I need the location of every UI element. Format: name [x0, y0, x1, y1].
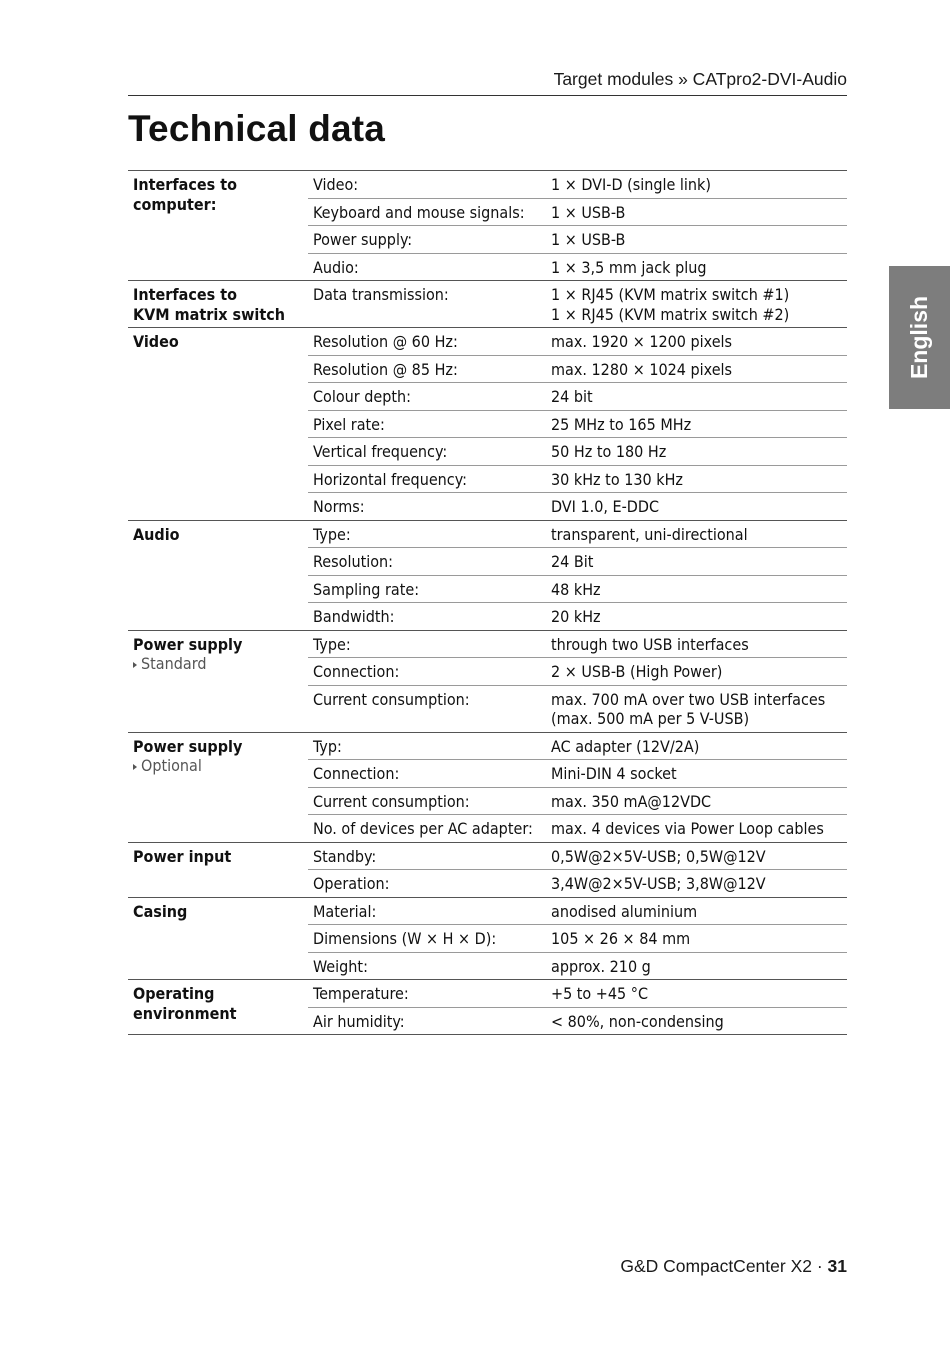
- spec-value: max. 700 mA over two USB interfaces (max. 500 mA per 5 V-USB): [546, 685, 847, 732]
- spec-value: 20 kHz: [546, 603, 847, 631]
- spec-label: Bandwidth:: [308, 603, 546, 631]
- spec-label: Typ:: [308, 732, 546, 760]
- spec-value: < 80%, non-condensing: [546, 1007, 847, 1035]
- spec-label: Video:: [308, 171, 546, 199]
- spec-group-cell: [128, 980, 308, 1035]
- spec-row: [128, 520, 847, 548]
- spec-value: +5 to +45 °C: [546, 980, 847, 1008]
- spec-row: [128, 281, 847, 328]
- spec-label: Resolution:: [308, 548, 546, 576]
- spec-label: Connection:: [308, 760, 546, 788]
- footer-product: G&D CompactCenter X2 ·: [620, 1256, 828, 1276]
- spec-label: Temperature:: [308, 980, 546, 1008]
- spec-row: [128, 897, 847, 925]
- spec-value: anodised aluminium: [546, 897, 847, 925]
- spec-row: [128, 842, 847, 870]
- spec-label: Air humidity:: [308, 1007, 546, 1035]
- spec-group-cell: [128, 630, 308, 732]
- spec-value: 105 × 26 × 84 mm: [546, 925, 847, 953]
- spec-value: 3,4W@2×5V-USB; 3,8W@12V: [546, 870, 847, 898]
- spec-label: Audio:: [308, 253, 546, 281]
- spec-label: Data transmission:: [308, 281, 546, 328]
- spec-label: Current consumption:: [308, 685, 546, 732]
- spec-value: 48 kHz: [546, 575, 847, 603]
- spec-label: Connection:: [308, 658, 546, 686]
- spec-row: [128, 630, 847, 658]
- spec-group-cell: [128, 732, 308, 842]
- spec-group-title: Casing: [133, 901, 188, 921]
- spec-group-title: Interfaces to KVM matrix switch: [133, 285, 286, 324]
- spec-label: Resolution @ 60 Hz:: [308, 328, 546, 356]
- spec-row: [128, 171, 847, 199]
- spec-group-subtitle: [133, 756, 303, 776]
- spec-value: 30 kHz to 130 kHz: [546, 465, 847, 493]
- spec-value: 1 × USB-B: [546, 198, 847, 226]
- triangle-bullet-icon: [133, 662, 137, 668]
- spec-group-subtitle: [133, 654, 303, 674]
- spec-value: 2 × USB-B (High Power): [546, 658, 847, 686]
- spec-value: 1 × RJ45 (KVM matrix switch #1) 1 × RJ45 (KVM matrix switch #2): [546, 281, 847, 328]
- spec-label: Colour depth:: [308, 383, 546, 411]
- spec-value: 50 Hz to 180 Hz: [546, 438, 847, 466]
- spec-group-cell: [128, 328, 308, 521]
- spec-value: 24 bit: [546, 383, 847, 411]
- spec-group-title: Audio: [133, 524, 180, 544]
- spec-value: max. 1920 × 1200 pixels: [546, 328, 847, 356]
- spec-label: Pixel rate:: [308, 410, 546, 438]
- spec-value: DVI 1.0, E-DDC: [546, 493, 847, 521]
- spec-group-title: Video: [133, 332, 179, 351]
- spec-value: 1 × USB-B: [546, 226, 847, 254]
- spec-value: 1 × 3,5 mm jack plug: [546, 253, 847, 281]
- spec-label: Horizontal frequency:: [308, 465, 546, 493]
- spec-label: Resolution @ 85 Hz:: [308, 355, 546, 383]
- spec-group-cell: [128, 281, 308, 328]
- spec-value: Mini-DIN 4 socket: [546, 760, 847, 788]
- spec-value: 1 × DVI-D (single link): [546, 171, 847, 199]
- spec-group-title: Power input: [133, 846, 232, 866]
- spec-label: Type:: [308, 520, 546, 548]
- spec-row: [128, 732, 847, 760]
- spec-label: Operation:: [308, 870, 546, 898]
- running-footer: [128, 1256, 847, 1277]
- spec-row: [128, 328, 847, 356]
- spec-label: Type:: [308, 630, 546, 658]
- spec-value: approx. 210 g: [546, 952, 847, 980]
- page-title: Technical data: [128, 108, 386, 149]
- spec-label: Keyboard and mouse signals:: [308, 198, 546, 226]
- language-tab: [889, 266, 950, 409]
- spec-group-title: Power supply: [133, 736, 243, 756]
- spec-group-cell: [128, 842, 308, 897]
- running-header: [128, 69, 847, 96]
- spec-label: Material:: [308, 897, 546, 925]
- spec-group-cell: [128, 520, 308, 630]
- spec-group-title: Interfaces to computer:: [133, 175, 237, 214]
- technical-data-table: [128, 170, 847, 1035]
- spec-label: No. of devices per AC adapter:: [308, 815, 546, 843]
- language-tab-label: English: [906, 295, 932, 380]
- page-number: 31: [827, 1256, 847, 1276]
- spec-group-cell: [128, 171, 308, 281]
- spec-group-cell: [128, 897, 308, 980]
- spec-label: Sampling rate:: [308, 575, 546, 603]
- spec-value: 24 Bit: [546, 548, 847, 576]
- spec-label: Power supply:: [308, 226, 546, 254]
- spec-value: 25 MHz to 165 MHz: [546, 410, 847, 438]
- spec-value: through two USB interfaces: [546, 630, 847, 658]
- breadcrumb: Target modules » CATpro2-DVI-Audio: [553, 69, 847, 89]
- spec-label: Current consumption:: [308, 787, 546, 815]
- spec-group-subtitle-text: Standard: [141, 654, 207, 673]
- spec-group-title: Operating environment: [133, 984, 237, 1023]
- spec-group-subtitle-text: Optional: [141, 756, 202, 775]
- spec-value: max. 4 devices via Power Loop cables: [546, 815, 847, 843]
- spec-value: transparent, uni-directional: [546, 520, 847, 548]
- spec-value: max. 1280 × 1024 pixels: [546, 355, 847, 383]
- spec-label: Norms:: [308, 493, 546, 521]
- spec-label: Weight:: [308, 952, 546, 980]
- spec-value: AC adapter (12V/2A): [546, 732, 847, 760]
- triangle-bullet-icon: [133, 764, 137, 770]
- spec-label: Standby:: [308, 842, 546, 870]
- spec-label: Vertical frequency:: [308, 438, 546, 466]
- spec-value: max. 350 mA@12VDC: [546, 787, 847, 815]
- spec-label: Dimensions (W × H × D):: [308, 925, 546, 953]
- spec-group-title: Power supply: [133, 634, 243, 654]
- spec-row: [128, 980, 847, 1008]
- spec-value: 0,5W@2×5V-USB; 0,5W@12V: [546, 842, 847, 870]
